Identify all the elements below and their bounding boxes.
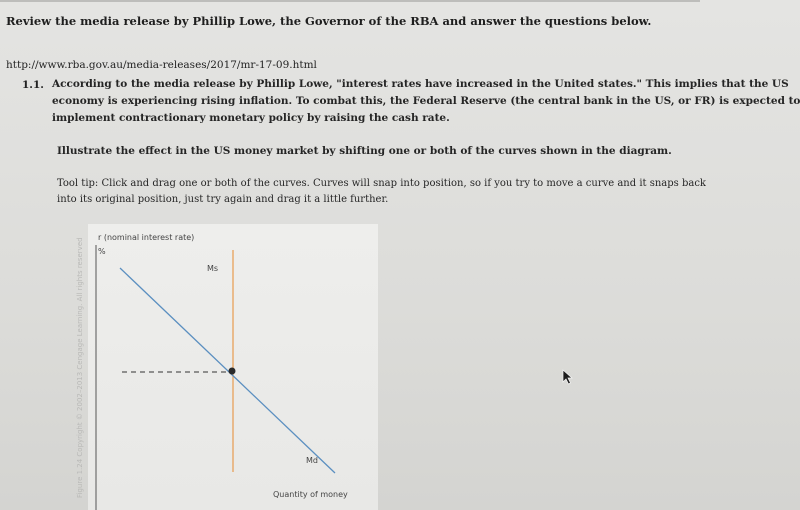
tool-tip-line: Tool tip: Click and drag one or both of the curves. Curves will snap into position, so if you try to move a curve and it snaps back xyxy=(57,178,706,189)
question-line: economy is experiencing rising inflation. To combat this, the Federal Reserve (the central bank in the US, or FR) is expected to xyxy=(52,95,800,107)
instruction-text: Illustrate the effect in the US money market by shifting one or both of the curves shown in the diagram. xyxy=(57,145,672,157)
y-axis-unit: % xyxy=(98,247,106,256)
question-line: According to the media release by Phillip Lowe, "interest rates have increased in the United states." This implies that the US xyxy=(52,78,789,90)
media-release-link[interactable]: http://www.rba.gov.au/media-releases/2017/mr-17-09.html xyxy=(6,59,317,71)
x-axis-label: Quantity of money xyxy=(273,490,348,499)
money-supply-label: Ms xyxy=(207,264,219,273)
tool-tip-line: into its original position, just try again and drag it a little further. xyxy=(57,194,389,205)
page-heading: Review the media release by Phillip Lowe, the Governor of the RBA and answer the questions below. xyxy=(6,14,652,28)
y-axis-label: r (nominal interest rate) xyxy=(98,233,195,242)
question-line: implement contractionary monetary policy by raising the cash rate. xyxy=(52,112,450,124)
question-number: 1.1. xyxy=(22,79,44,91)
copyright-notice: Figure 1.24 Copyright © 2002–2013 Cengage Learning. All rights reserved xyxy=(76,237,84,498)
tool-tip-text xyxy=(57,176,706,208)
top-divider xyxy=(0,0,700,2)
arrow-cursor-icon xyxy=(561,369,575,385)
money-demand-label: Md xyxy=(306,456,318,465)
question-text xyxy=(52,76,800,127)
